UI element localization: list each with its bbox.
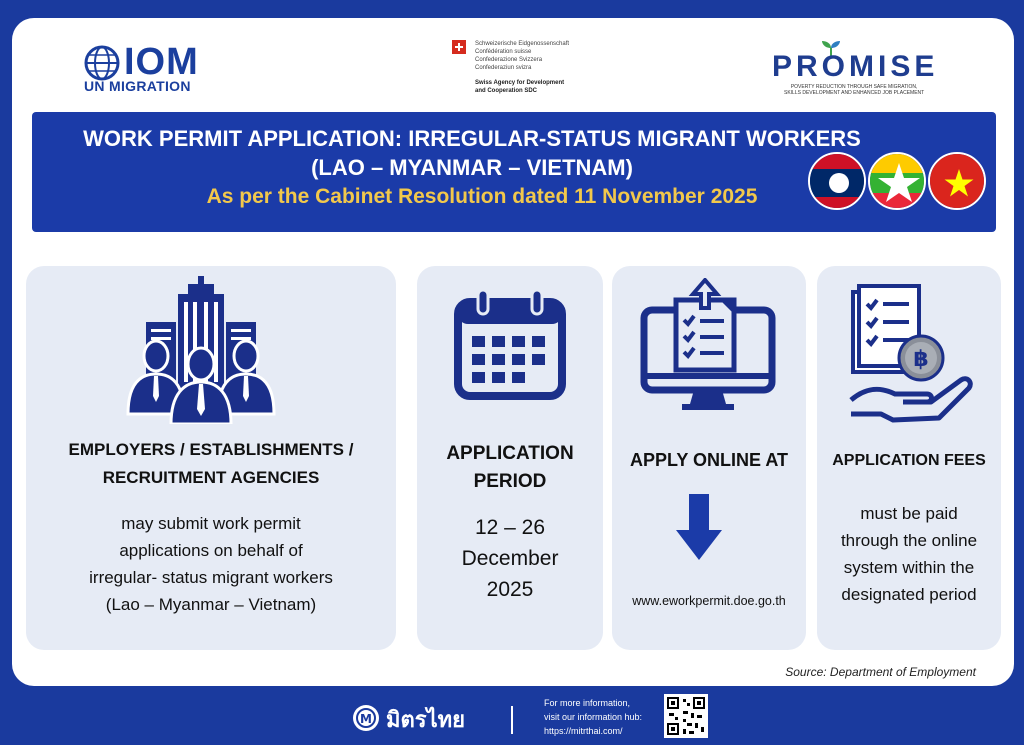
footer-brand: มิตรไทย xyxy=(386,707,466,732)
computer-upload-icon xyxy=(638,278,778,410)
period-heading: APPLICATION PERIOD xyxy=(446,443,574,492)
mitrthai-logo-icon xyxy=(352,704,380,732)
banner-title: WORK PERMIT APPLICATION: IRREGULAR-STATUS MIGRANT WORKERS (LAO – MYANMAR – VIETNAM) xyxy=(83,126,861,180)
banner-subtitle: As per the Cabinet Resolution dated 11 November 2025 xyxy=(206,185,758,208)
svg-text:M: M xyxy=(360,712,372,726)
iom-subtitle: UN MIGRATION xyxy=(84,78,191,94)
swiss-agency-text: Swiss Agency for Development and Cooperation SDC xyxy=(475,80,565,94)
fees-body: must be paid through the online system within the designated period xyxy=(840,504,978,604)
online-url-link[interactable]: www.eworkpermit.doe.go.th xyxy=(632,594,786,608)
source-note: Source: Department of Employment xyxy=(785,665,976,679)
period-panel xyxy=(417,266,603,650)
online-panel xyxy=(612,266,806,650)
period-dates: 12 – 26 December 2025 xyxy=(461,516,559,601)
promise-name: PROMISE xyxy=(772,50,939,83)
promise-tagline: POVERTY REDUCTION THROUGH SAFE MIGRATION, SKILLS DEVELOPMENT AND ENHANCED JOB PLACEMENT xyxy=(784,84,925,96)
footer-url-link[interactable]: https://mitrthai.com/ xyxy=(544,726,623,736)
fees-panel xyxy=(817,266,1001,650)
document-payment-icon xyxy=(845,282,975,432)
footer-divider xyxy=(511,706,513,734)
iom-name: IOM xyxy=(124,41,199,83)
employers-body: may submit work permit applications on behalf of irregular- status migrant workers (Lao – Myanmar – Vietnam) xyxy=(89,514,333,614)
svg-text:฿: ฿ xyxy=(913,347,929,372)
qr-code-icon[interactable] xyxy=(664,694,708,738)
laos-flag-icon xyxy=(808,152,866,210)
swiss-confederation-text: Schweizerische Eidgenossenschaft Confédération suisse Confederazione Svizzera Confederaziun svizra xyxy=(475,41,570,71)
employers-panel xyxy=(26,266,396,650)
globe-icon xyxy=(84,45,120,81)
myanmar-flag-icon xyxy=(868,152,926,210)
footer-info: For more information, visit our information hub: https://mitrthai.com/ xyxy=(544,698,643,736)
building-people-icon xyxy=(126,274,276,424)
swiss-flag-icon xyxy=(452,40,466,54)
fees-heading: APPLICATION FEES xyxy=(832,452,986,469)
online-heading: APPLY ONLINE AT xyxy=(629,450,789,470)
calendar-icon xyxy=(454,288,566,400)
employers-heading: EMPLOYERS / ESTABLISHMENTS / RECRUITMENT AGENCIES xyxy=(68,440,354,487)
vietnam-flag-icon xyxy=(928,152,986,210)
arrow-down-icon xyxy=(676,494,722,560)
